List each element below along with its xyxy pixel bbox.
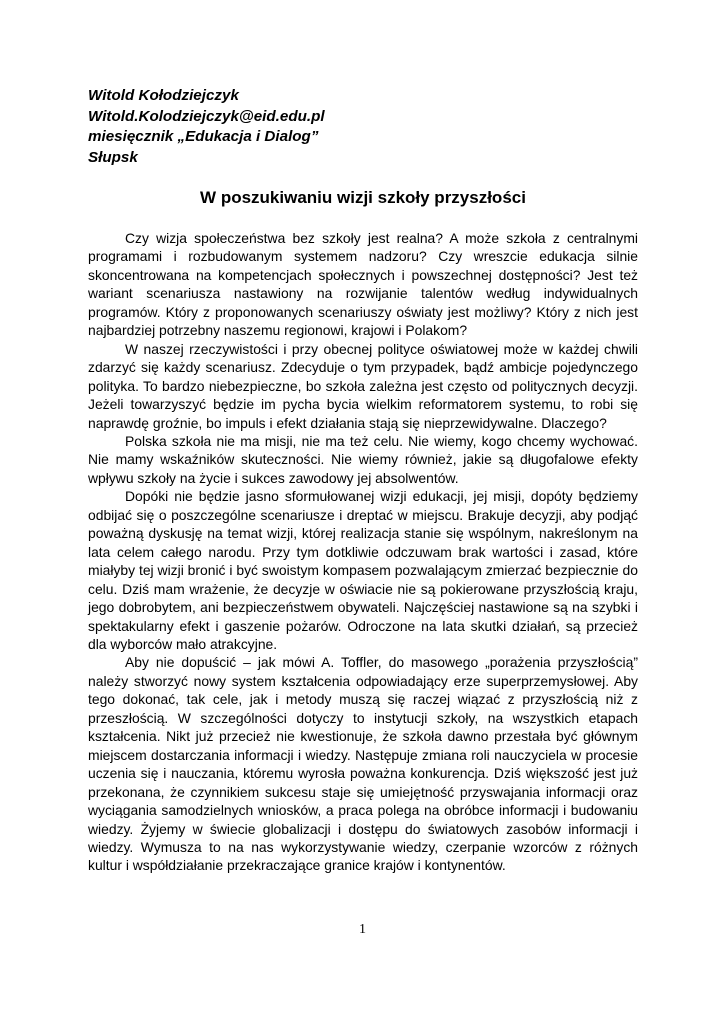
document-title: W poszukiwaniu wizji szkoły przyszłości (200, 188, 526, 207)
publication-name: miesięcznik „Edukacja i Dialog” (88, 128, 319, 145)
page-number: 1 (359, 922, 366, 937)
paragraph: Aby nie dopuścić – jak mówi A. Toffler, do masowego „porażenia przyszłością” należy stworzyć nowy system kształcenia odpowiadający erze superprzemysłowej. Aby tego dokonać, tak cele, jak i metody muszą się raczej wiązać z przyszłością niż z przeszłością. W szczególności dotyczy to instytucji szkoły, na wszystkich etapach kształcenia. Nikt już przecież nie kwestionuje, że szkoła dawno przestała być głównym miejscem dostarczania informacji i wiedzy. Następuje zmiana roli nauczyciela w procesie uczenia się i nauczania, któremu wyrosła poważna konkurencja. Dziś większość jest już przekonana, że czynnikiem sukcesu staje się umiejętność przyswajania informacji oraz wyciągania samodzielnych wniosków, a praca polega na obróbce informacji i budowaniu wiedzy. Żyjemy w świecie globalizacji i dostępu do światowych zasobów informacji i wiedzy. Wymusza to na nas wykorzystywanie wiedzy, czerpanie wzorców z różnych kultur i współdziałanie przekraczające granice krajów i kontynentów. (88, 654, 638, 874)
paragraph: Polska szkoła nie ma misji, nie ma też celu. Nie wiemy, kogo chcemy wychować. Nie mamy wskaźników skuteczności. Nie wiemy również, jakie są długofalowe efekty wpływu szkoły na życie i sukces zawodowy jej absolwentów. (88, 432, 638, 486)
paragraph: Dopóki nie będzie jasno sformułowanej wizji edukacji, jej misji, dopóty będziemy odbijać się o poszczególne scenariusze i dreptać w miejscu. Brakuje decyzji, aby podjąć poważną dyskusję na temat wizji, której realizacja stanie się wspólnym, nakreślonym na lata celem całego narodu. Przy tym dotkliwie odczuwam brak wartości i zasad, które miałyby tej wizji bronić i być swoistym kompasem pozwalającym zmierzać bezpiecznie do celu. Dziś mam wrażenie, że decyzje w oświacie nie są pokierowane przyszłością kraju, jego dobrobytem, ani bezpieczeństwem obywateli. Najczęściej nastawione są na szybki i spektakularny efekt i gaszenie pożarów. Odroczone na lata skutki działań, są przecież dla wyborców mało atrakcyjne. (88, 488, 638, 652)
document-body (88, 229, 638, 875)
author-city: Słupsk (88, 148, 138, 166)
paragraph: W naszej rzeczywistości i przy obecnej polityce oświatowej może w każdej chwili zdarzyć się każdy scenariusz. Zdecyduje o tym przypadek, bądź ambicje pojedynczego polityka. To bardzo niebezpieczne, bo szkoła zależna jest często od politycznych decyzji. Jeżeli towarzyszyć będzie im pycha bycia wielkim reformatorem systemu, to robi się naprawdę groźnie, bo impuls i efekt działania stają się nieprzewidywalne. Dlaczego? (88, 340, 638, 431)
author-block (88, 86, 648, 168)
author-name: Witold Kołodziejczyk (88, 87, 239, 104)
author-email: Witold.Kolodziejczyk@eid.edu.pl (88, 107, 325, 125)
paragraph: Czy wizja społeczeństwa bez szkoły jest realna? A może szkoła z centralnymi programami i rozbudowanym systemem nadzoru? Czy wreszcie edukacja silnie skoncentrowana na kompetencjach społecznych i powszechnej dostępności? Jest też wariant scenariusza nastawiony na rozwijanie talentów według indywidualnych programów. Który z proponowanych scenariuszy oświaty jest możliwy? Który z nich jest najbardziej potrzebny naszemu regionowi, krajowi i Polakom? (88, 230, 638, 339)
